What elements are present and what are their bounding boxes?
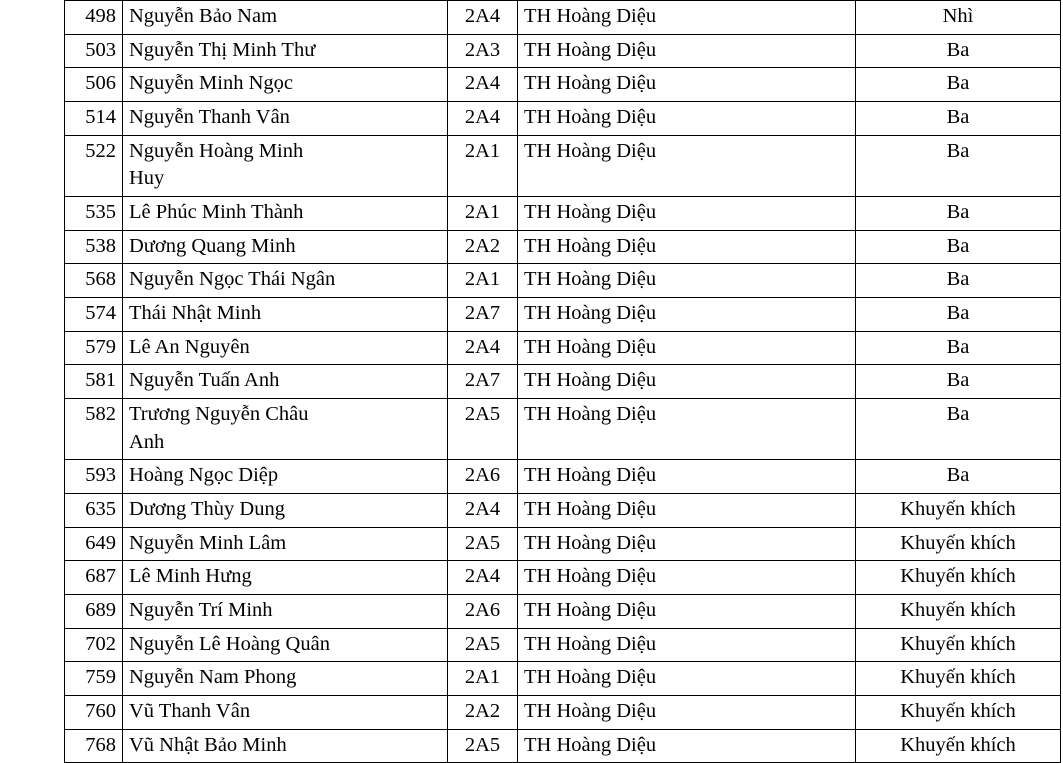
table-row [65, 264, 1061, 298]
cell-class: 2A5 [448, 399, 518, 460]
cell-student-name [123, 1, 448, 35]
cell-award: Khuyến khích [856, 494, 1061, 528]
cell-award: Khuyến khích [856, 561, 1061, 595]
table-row [65, 460, 1061, 494]
student-name-text: Nguyễn Thị Minh Thư [129, 38, 316, 61]
cell-school: TH Hoàng Diệu [518, 460, 856, 494]
cell-class: 2A1 [448, 662, 518, 696]
cell-school: TH Hoàng Diệu [518, 527, 856, 561]
cell-school: TH Hoàng Diệu [518, 298, 856, 332]
results-table-body [65, 1, 1061, 763]
cell-award: Ba [856, 298, 1061, 332]
cell-id: 649 [65, 527, 123, 561]
cell-id: 582 [65, 399, 123, 460]
student-name-text: Lê An Nguyên [129, 335, 250, 358]
cell-class: 2A5 [448, 729, 518, 763]
student-name-text: Thái Nhật Minh [129, 302, 262, 325]
cell-class: 2A1 [448, 264, 518, 298]
cell-school: TH Hoàng Diệu [518, 494, 856, 528]
cell-class: 2A4 [448, 561, 518, 595]
student-name-text: Vũ Nhật Bảo Minh [129, 733, 287, 756]
table-row [65, 197, 1061, 231]
cell-award: Ba [856, 264, 1061, 298]
table-row [65, 135, 1061, 196]
table-row [65, 1, 1061, 35]
cell-school: TH Hoàng Diệu [518, 399, 856, 460]
cell-award: Ba [856, 230, 1061, 264]
student-name-text: Nguyễn Trí Minh [129, 599, 273, 622]
cell-student-name [123, 729, 448, 763]
student-name-text: Dương Thùy Dung [129, 498, 285, 521]
table-row [65, 399, 1061, 460]
cell-student-name [123, 365, 448, 399]
cell-student-name [123, 399, 448, 460]
cell-class: 2A1 [448, 135, 518, 196]
cell-id: 768 [65, 729, 123, 763]
student-name-text: Nguyễn Minh Ngọc [129, 72, 293, 95]
cell-id: 581 [65, 365, 123, 399]
cell-school: TH Hoàng Diệu [518, 662, 856, 696]
cell-student-name [123, 628, 448, 662]
cell-class: 2A7 [448, 298, 518, 332]
cell-id: 702 [65, 628, 123, 662]
cell-award: Ba [856, 331, 1061, 365]
cell-class: 2A1 [448, 197, 518, 231]
cell-student-name [123, 494, 448, 528]
cell-student-name [123, 331, 448, 365]
cell-student-name [123, 34, 448, 68]
cell-school: TH Hoàng Diệu [518, 696, 856, 730]
cell-id: 522 [65, 135, 123, 196]
cell-id: 535 [65, 197, 123, 231]
cell-student-name [123, 102, 448, 136]
cell-award: Khuyến khích [856, 696, 1061, 730]
cell-id: 568 [65, 264, 123, 298]
table-row [65, 595, 1061, 629]
table-row [65, 561, 1061, 595]
cell-class: 2A6 [448, 595, 518, 629]
cell-school: TH Hoàng Diệu [518, 729, 856, 763]
cell-id: 687 [65, 561, 123, 595]
cell-award: Khuyến khích [856, 729, 1061, 763]
cell-school: TH Hoàng Diệu [518, 561, 856, 595]
student-name-text: Lê Phúc Minh Thành [129, 201, 304, 224]
cell-student-name [123, 662, 448, 696]
cell-student-name [123, 696, 448, 730]
cell-school: TH Hoàng Diệu [518, 135, 856, 196]
table-row [65, 102, 1061, 136]
student-name-text: Hoàng Ngọc Diệp [129, 464, 279, 487]
cell-class: 2A4 [448, 68, 518, 102]
cell-id: 760 [65, 696, 123, 730]
student-name-text: Dương Quang Minh [129, 234, 296, 257]
cell-id: 689 [65, 595, 123, 629]
cell-award: Ba [856, 399, 1061, 460]
cell-award: Khuyến khích [856, 527, 1061, 561]
cell-award: Ba [856, 197, 1061, 231]
cell-id: 593 [65, 460, 123, 494]
cell-school: TH Hoàng Diệu [518, 595, 856, 629]
cell-id: 635 [65, 494, 123, 528]
cell-class: 2A4 [448, 102, 518, 136]
cell-student-name [123, 561, 448, 595]
cell-award: Ba [856, 68, 1061, 102]
cell-school: TH Hoàng Diệu [518, 68, 856, 102]
cell-student-name [123, 197, 448, 231]
cell-id: 574 [65, 298, 123, 332]
cell-student-name [123, 527, 448, 561]
cell-student-name [123, 135, 448, 196]
student-name-text: Nguyễn Hoàng Minh Huy [129, 139, 304, 190]
results-table [64, 0, 1061, 763]
cell-school: TH Hoàng Diệu [518, 102, 856, 136]
cell-school: TH Hoàng Diệu [518, 197, 856, 231]
cell-award: Ba [856, 135, 1061, 196]
table-row [65, 662, 1061, 696]
table-row [65, 34, 1061, 68]
cell-student-name [123, 298, 448, 332]
cell-class: 2A5 [448, 628, 518, 662]
table-row [65, 298, 1061, 332]
cell-id: 498 [65, 1, 123, 35]
table-row [65, 68, 1061, 102]
student-name-text: Nguyễn Nam Phong [129, 666, 297, 689]
cell-student-name [123, 460, 448, 494]
cell-award: Nhì [856, 1, 1061, 35]
cell-award: Ba [856, 34, 1061, 68]
table-row [65, 527, 1061, 561]
table-row [65, 696, 1061, 730]
cell-id: 514 [65, 102, 123, 136]
cell-id: 579 [65, 331, 123, 365]
cell-student-name [123, 595, 448, 629]
student-name-text: Nguyễn Bảo Nam [129, 5, 278, 27]
cell-class: 2A6 [448, 460, 518, 494]
student-name-text: Nguyễn Minh Lâm [129, 531, 287, 554]
cell-school: TH Hoàng Diệu [518, 230, 856, 264]
cell-class: 2A2 [448, 696, 518, 730]
student-name-text: Vũ Thanh Vân [129, 700, 251, 723]
cell-award: Ba [856, 102, 1061, 136]
table-row [65, 365, 1061, 399]
cell-class: 2A5 [448, 527, 518, 561]
table-row [65, 628, 1061, 662]
student-name-text: Nguyễn Ngọc Thái Ngân [129, 268, 336, 291]
cell-school: TH Hoàng Diệu [518, 365, 856, 399]
cell-id: 759 [65, 662, 123, 696]
cell-class: 2A4 [448, 1, 518, 35]
cell-id: 538 [65, 230, 123, 264]
cell-award: Khuyến khích [856, 662, 1061, 696]
cell-award: Ba [856, 365, 1061, 399]
cell-id: 503 [65, 34, 123, 68]
table-row [65, 230, 1061, 264]
table-row [65, 331, 1061, 365]
cell-id: 506 [65, 68, 123, 102]
cell-school: TH Hoàng Diệu [518, 1, 856, 35]
cell-award: Ba [856, 460, 1061, 494]
cell-award: Khuyến khích [856, 595, 1061, 629]
cell-class: 2A7 [448, 365, 518, 399]
cell-class: 2A4 [448, 494, 518, 528]
cell-class: 2A3 [448, 34, 518, 68]
student-name-text: Nguyễn Tuấn Anh [129, 369, 280, 392]
cell-award: Khuyến khích [856, 628, 1061, 662]
cell-student-name [123, 68, 448, 102]
cell-class: 2A2 [448, 230, 518, 264]
cell-school: TH Hoàng Diệu [518, 628, 856, 662]
table-row [65, 494, 1061, 528]
table-row [65, 729, 1061, 763]
cell-school: TH Hoàng Diệu [518, 34, 856, 68]
student-name-text: Nguyễn Lê Hoàng Quân [129, 632, 330, 655]
cell-class: 2A4 [448, 331, 518, 365]
cell-student-name [123, 264, 448, 298]
student-name-text: Trương Nguyễn Châu Anh [129, 403, 309, 453]
student-name-text: Nguyễn Thanh Vân [129, 106, 290, 129]
cell-school: TH Hoàng Diệu [518, 331, 856, 365]
cell-student-name [123, 230, 448, 264]
student-name-text: Lê Minh Hưng [129, 565, 252, 588]
cell-school: TH Hoàng Diệu [518, 264, 856, 298]
